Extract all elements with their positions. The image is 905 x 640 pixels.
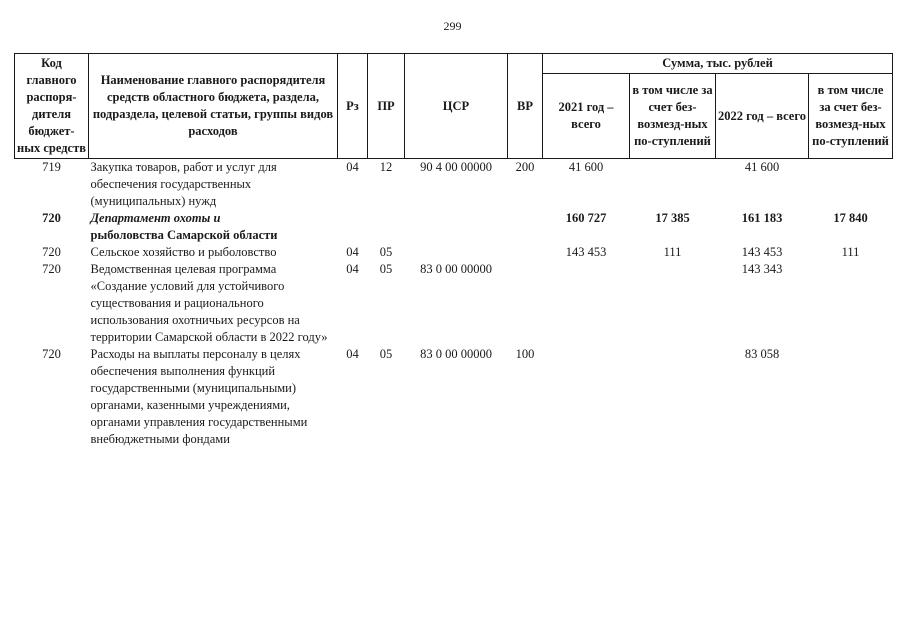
cell-name	[89, 210, 338, 244]
cell-2022-total: 143 343	[741, 262, 783, 276]
header-2022-total: 2022 год – всего	[716, 74, 809, 159]
header-rz: Рз	[338, 54, 368, 159]
cell-2022-total: 161 183	[741, 211, 783, 225]
cell-2021-free: 17 385	[655, 211, 690, 225]
cell-pr: 05	[379, 262, 393, 276]
cell-2022-free: 17 840	[833, 211, 868, 225]
table-row	[15, 261, 893, 346]
cell-code: 719	[42, 160, 61, 174]
cell-name: Расходы на выплаты персоналу в целях обеспечения выполнения функций государственными (муниципальными) органами, казенными учреждениями, органами управления государственными внебюджетными фондами	[90, 347, 308, 446]
cell-2021-total	[543, 346, 630, 448]
cell-name: Ведомственная целевая программа «Создание условий для устойчивого существования и рационального использования охотничьих ресурсов на территории Самарской области в 2022 году»	[90, 262, 328, 344]
header-2021-total: 2021 год – всего	[543, 74, 630, 159]
cell-rz: 04	[346, 245, 359, 259]
cell-vr	[508, 261, 543, 346]
cell-2022-free	[809, 346, 893, 448]
cell-name: Закупка товаров, работ и услуг для обеспечения государственных (муниципальных) нужд	[90, 160, 277, 208]
cell-code: 720	[42, 262, 61, 276]
cell-2022-free	[809, 261, 893, 346]
cell-2022-free: 111	[841, 245, 860, 259]
header-vr: ВР	[508, 54, 543, 159]
cell-csr	[405, 244, 508, 261]
cell-2022-total: 41 600	[744, 160, 780, 174]
cell-pr	[368, 210, 405, 244]
cell-2021-free: 111	[663, 245, 682, 259]
cell-rz: 04	[346, 160, 359, 174]
header-name: Наименование главного распорядителя средств областного бюджета, раздела, подраздела, целевой статьи, группы видов расходов	[89, 54, 338, 159]
cell-2021-free	[630, 261, 716, 346]
cell-pr: 05	[379, 245, 393, 259]
cell-2022-total: 143 453	[741, 245, 783, 259]
page-number: 299	[443, 19, 462, 33]
cell-name: Сельское хозяйство и рыболовство	[90, 245, 277, 259]
table-body	[15, 159, 893, 449]
cell-code: 720	[42, 211, 61, 225]
cell-rz	[338, 210, 368, 244]
cell-2021-total	[543, 261, 630, 346]
cell-csr: 83 0 00 00000	[420, 262, 492, 276]
cell-2021-total: 160 727	[565, 211, 607, 225]
cell-rz: 04	[346, 262, 359, 276]
cell-csr: 90 4 00 00000	[420, 160, 492, 174]
cell-2021-free	[630, 159, 716, 211]
cell-2022-free	[809, 159, 893, 211]
cell-pr: 05	[379, 347, 393, 361]
department-name-line2: рыболовства Самарской области	[90, 228, 278, 242]
header-2022-free: в том числе за счет без-возмезд-ных по-ступлений	[809, 74, 893, 159]
table-row	[15, 346, 893, 448]
table-row	[15, 159, 893, 211]
budget-table	[14, 53, 893, 448]
department-name-line1: Департамент охоты и	[90, 211, 221, 225]
cell-pr: 12	[379, 160, 393, 174]
cell-vr: 100	[515, 347, 535, 361]
header-code: Код главного распоря-дителя бюджет-ных средств	[15, 54, 89, 159]
cell-rz: 04	[346, 347, 359, 361]
cell-code: 720	[42, 245, 61, 259]
table-header	[15, 54, 893, 159]
cell-vr	[508, 244, 543, 261]
cell-csr: 83 0 00 00000	[420, 347, 492, 361]
table-row	[15, 210, 893, 244]
table-row	[15, 244, 893, 261]
header-2021-free: в том числе за счет без-возмезд-ных по-ступлений	[630, 74, 716, 159]
cell-vr: 200	[515, 160, 535, 174]
cell-code: 720	[42, 347, 61, 361]
cell-2021-total: 41 600	[568, 160, 604, 174]
cell-2022-total: 83 058	[744, 347, 780, 361]
cell-vr	[508, 210, 543, 244]
header-csr: ЦСР	[405, 54, 508, 159]
header-pr: ПР	[368, 54, 405, 159]
cell-csr	[405, 210, 508, 244]
cell-2021-free	[630, 346, 716, 448]
cell-2021-total: 143 453	[565, 245, 607, 259]
header-sum: Сумма, тыс. рублей	[543, 54, 893, 74]
